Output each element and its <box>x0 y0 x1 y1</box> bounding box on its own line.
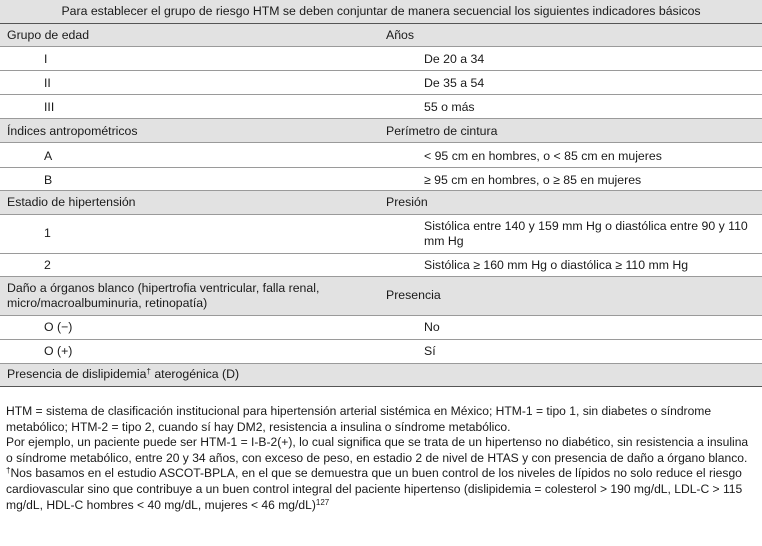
footnote-htm-definition: HTM = sistema de clasificación institucional para hipertensión arterial sistémica en México; HTM-1 = tipo 1, sin diabetes o síndrome metabólico; HTM-2 = tipo 2, cuando sí hay DM2, resistencia a insulina o síndrome metabólico. <box>6 404 712 434</box>
section-header-anthropometric <box>0 119 762 142</box>
section-header-right: Presencia <box>386 288 441 302</box>
row-label: A <box>44 149 53 163</box>
footnote-example: Por ejemplo, un paciente puede ser HTM-1 = I-B-2(+), lo cual significa que se trata de un hipertenso no diabético, sin resistencia a insulina o síndrome metabólico, entre 20 y 34 años, con exceso de peso, en estadio 2 de nivel de HTAS y con presencia de daño a órgano blanco. <box>6 435 749 465</box>
row-label: O (+) <box>44 344 73 358</box>
section-header-organ-damage <box>0 277 762 315</box>
table-title-text: Para establecer el grupo de riesgo HTM se deben conjuntar de manera secuencial los siguientes indicadores básicos <box>61 4 701 18</box>
section-header-left: Estadio de hipertensión <box>7 195 136 209</box>
table-row <box>0 47 762 70</box>
reference-mark: 127 <box>315 497 330 507</box>
row-value: No <box>424 320 440 334</box>
section-header-right: Presión <box>386 195 428 209</box>
row-value: De 20 a 34 <box>424 52 485 66</box>
row-label: B <box>44 173 53 187</box>
row-value: ≥ 95 cm en hombres, o ≥ 85 en mujeres <box>424 173 642 187</box>
table-row <box>0 71 762 94</box>
row-label: II <box>44 76 51 90</box>
table-row <box>0 254 762 276</box>
table-row <box>0 215 762 253</box>
row-value: Sí <box>424 344 436 358</box>
row-value: De 35 a 54 <box>424 76 485 90</box>
row-label: I <box>44 52 48 66</box>
row-label: 2 <box>44 258 51 272</box>
row-label: III <box>44 100 55 114</box>
row-label: O (−) <box>44 320 73 334</box>
section-header-dyslipidemia <box>0 364 762 386</box>
section-header-left: Presencia de dislipidemia† aterogénica (D) <box>7 367 240 381</box>
section-header-right: Perímetro de cintura <box>386 124 498 138</box>
section-header-hypertension <box>0 191 762 214</box>
dagger-mark: † <box>6 466 11 476</box>
divider <box>0 386 762 387</box>
row-value: Sistólica entre 140 y 159 mm Hg o diastólica entre 90 y 110 mm Hg <box>424 219 748 248</box>
dagger-mark: † <box>146 367 151 376</box>
section-header-left: Índices antropométricos <box>7 124 138 138</box>
section-header-right: Años <box>386 28 415 42</box>
row-value: 55 o más <box>424 100 475 114</box>
row-value: Sistólica ≥ 160 mm Hg o diastólica ≥ 110 mm Hg <box>424 258 689 272</box>
section-header-left: Grupo de edad <box>7 28 90 42</box>
footnotes <box>6 404 758 513</box>
table-title <box>0 0 762 23</box>
section-header-age <box>0 24 762 46</box>
table-row <box>0 340 762 363</box>
table-row <box>0 316 762 339</box>
section-header-left: Daño a órganos blanco (hipertrofia ventricular, falla renal, micro/macroalbuminuria, retinopatía) <box>7 281 320 310</box>
row-label: 1 <box>44 226 51 240</box>
table-row <box>0 168 762 190</box>
table-row <box>0 143 762 167</box>
row-value: < 95 cm en hombres, o < 85 cm en mujeres <box>424 149 662 163</box>
table-row <box>0 95 762 118</box>
footnote-ascot: †Nos basamos en el estudio ASCOT-BPLA, en el que se demuestra que un buen control de los niveles de lípidos no solo reduce el riesgo cardiovascular sino que contribuye a un buen control integral del paciente hipertenso (dislipidemia = colesterol > 190 mg/dL, LDL-C > 115 mg/dL, HDL-C hombres < 40 mg/dL, mujeres < 46 mg/dL)$^{127}$ <box>6 466 743 512</box>
